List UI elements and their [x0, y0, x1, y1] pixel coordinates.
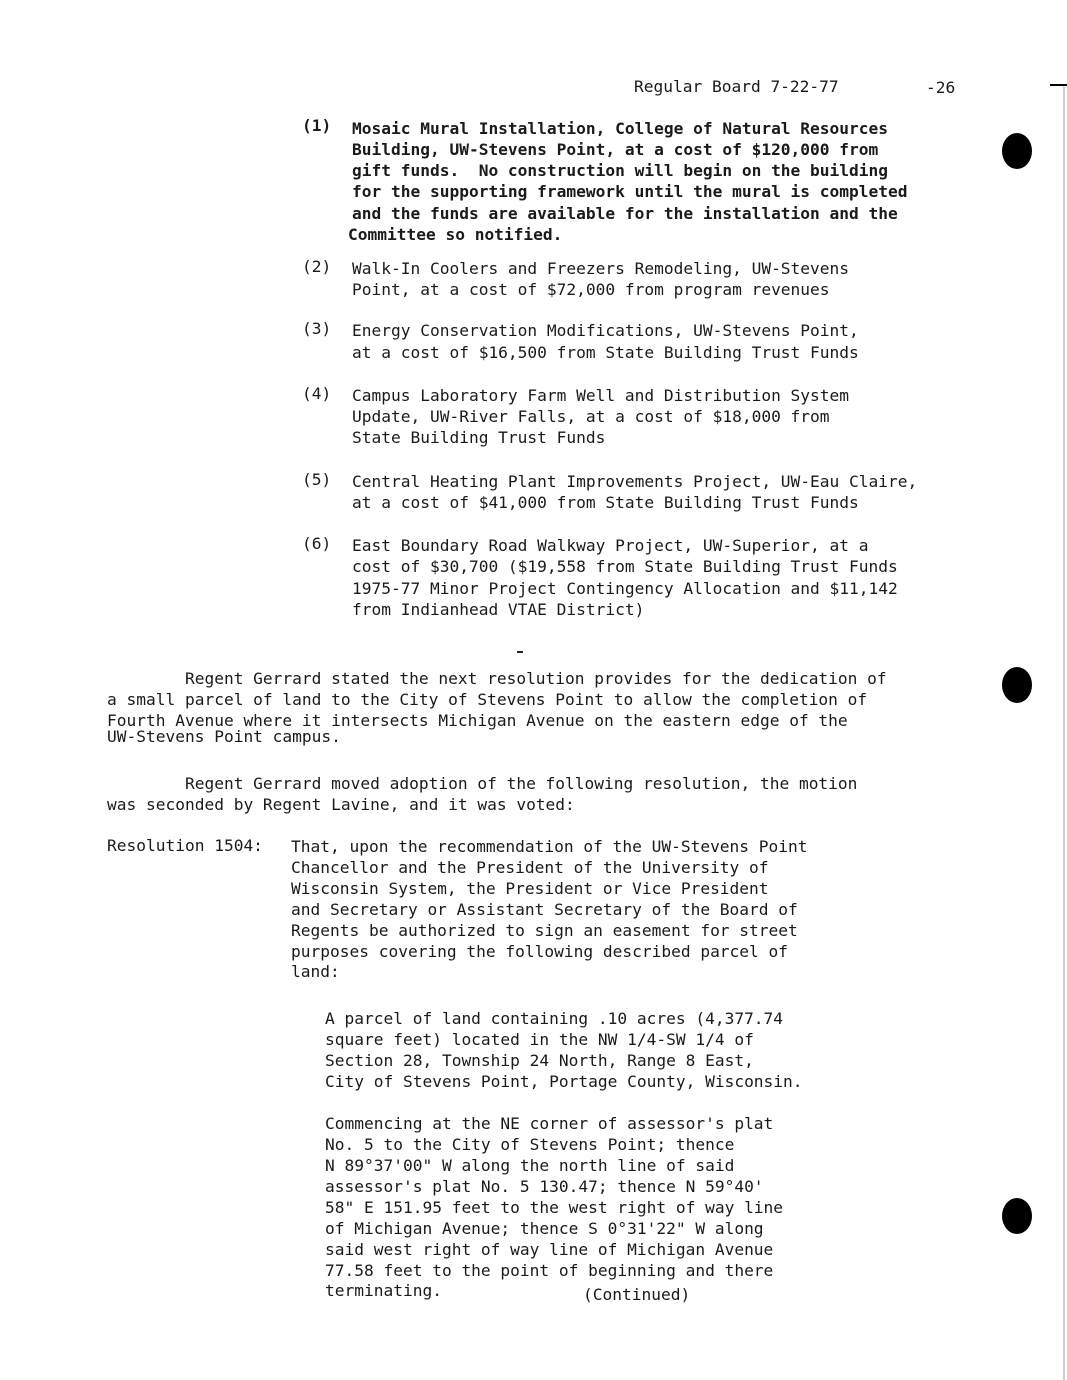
commencing-line: assessor's plat No. 5 130.47; thence N 59°40': [325, 1177, 764, 1196]
separator-mark: [517, 651, 523, 653]
item-line: at a cost of $41,000 from State Building Trust Funds: [352, 493, 859, 512]
paragraph-line: a small parcel of land to the City of Stevens Point to allow the completion of: [107, 690, 868, 709]
parcel-line: Section 28, Township 24 North, Range 8 East,: [325, 1051, 754, 1070]
parcel-line: City of Stevens Point, Portage County, Wisconsin.: [325, 1072, 803, 1091]
item-line: gift funds. No construction will begin on the building: [352, 161, 889, 180]
item-line: for the supporting framework until the mural is completed: [352, 182, 908, 201]
commencing-line: Commencing at the NE corner of assessor's plat: [325, 1114, 774, 1133]
punch-hole-icon: [1002, 133, 1032, 169]
commencing-line: said west right of way line of Michigan Avenue: [325, 1240, 774, 1259]
paragraph-line: UW-Stevens Point campus.: [107, 727, 341, 746]
item-line: at a cost of $16,500 from State Building Trust Funds: [352, 343, 859, 362]
parcel-line: square feet) located in the NW 1/4-SW 1/4 of: [325, 1030, 754, 1049]
item-line: Update, UW-River Falls, at a cost of $18,000 from: [352, 407, 830, 426]
scan-edge-line: [1063, 84, 1065, 1380]
resolution-line: purposes covering the following described parcel of: [291, 942, 789, 961]
punch-hole-icon: [1002, 1198, 1032, 1234]
item-line: 1975-77 Minor Project Contingency Allocation and $11,142: [352, 579, 898, 598]
item-number: (4): [302, 384, 332, 403]
page-number: -26: [926, 78, 956, 97]
item-line: Committee so notified.: [348, 225, 563, 244]
resolution-line: Regents be authorized to sign an easement for street: [291, 921, 798, 940]
paragraph-line: Regent Gerrard moved adoption of the following resolution, the motion: [107, 774, 858, 793]
paragraph-line: Regent Gerrard stated the next resolution provides for the dedication of: [107, 669, 887, 688]
parcel-line: A parcel of land containing .10 acres (4,377.74: [325, 1009, 784, 1028]
continued-label: (Continued): [583, 1285, 691, 1304]
item-line: and the funds are available for the installation and the: [352, 204, 898, 223]
resolution-line: Chancellor and the President of the University of: [291, 858, 769, 877]
item-number: (6): [302, 534, 332, 553]
item-line: Energy Conservation Modifications, UW-Stevens Point,: [352, 321, 859, 340]
paragraph-line: Fourth Avenue where it intersects Michigan Avenue on the eastern edge of the: [107, 711, 848, 730]
scan-edge-tick: [1050, 84, 1067, 86]
item-line: State Building Trust Funds: [352, 428, 606, 447]
item-line: Campus Laboratory Farm Well and Distribution System: [352, 386, 850, 405]
resolution-line: land:: [291, 962, 340, 981]
resolution-line: Wisconsin System, the President or Vice President: [291, 879, 769, 898]
commencing-line: No. 5 to the City of Stevens Point; thence: [325, 1135, 735, 1154]
commencing-line: 77.58 feet to the point of beginning and there: [325, 1261, 774, 1280]
item-line: Building, UW-Stevens Point, at a cost of $120,000 from: [352, 140, 879, 159]
header-title: Regular Board 7-22-77: [634, 77, 839, 96]
commencing-line: N 89°37'00" W along the north line of said: [325, 1156, 735, 1175]
commencing-line: of Michigan Avenue; thence S 0°31'22" W along: [325, 1219, 764, 1238]
resolution-line: That, upon the recommendation of the UW-Stevens Point: [291, 837, 808, 856]
item-line: Walk-In Coolers and Freezers Remodeling, UW-Stevens: [352, 259, 850, 278]
commencing-line: terminating.: [325, 1281, 442, 1300]
item-number: (2): [302, 257, 332, 276]
item-line: Point, at a cost of $72,000 from program revenues: [352, 280, 830, 299]
item-number: (3): [302, 319, 332, 338]
item-line: Central Heating Plant Improvements Project, UW-Eau Claire,: [352, 472, 918, 491]
item-line: East Boundary Road Walkway Project, UW-Superior, at a: [352, 536, 869, 555]
item-line: Mosaic Mural Installation, College of Natural Resources: [352, 119, 889, 138]
paragraph-line: was seconded by Regent Lavine, and it was voted:: [107, 795, 575, 814]
item-number: (1): [302, 116, 332, 135]
resolution-label: Resolution 1504:: [107, 836, 263, 855]
item-number: (5): [302, 470, 332, 489]
punch-hole-icon: [1002, 667, 1032, 703]
item-line: from Indianhead VTAE District): [352, 600, 645, 619]
item-line: cost of $30,700 ($19,558 from State Building Trust Funds: [352, 557, 898, 576]
commencing-line: 58" E 151.95 feet to the west right of way line: [325, 1198, 784, 1217]
resolution-line: and Secretary or Assistant Secretary of the Board of: [291, 900, 798, 919]
